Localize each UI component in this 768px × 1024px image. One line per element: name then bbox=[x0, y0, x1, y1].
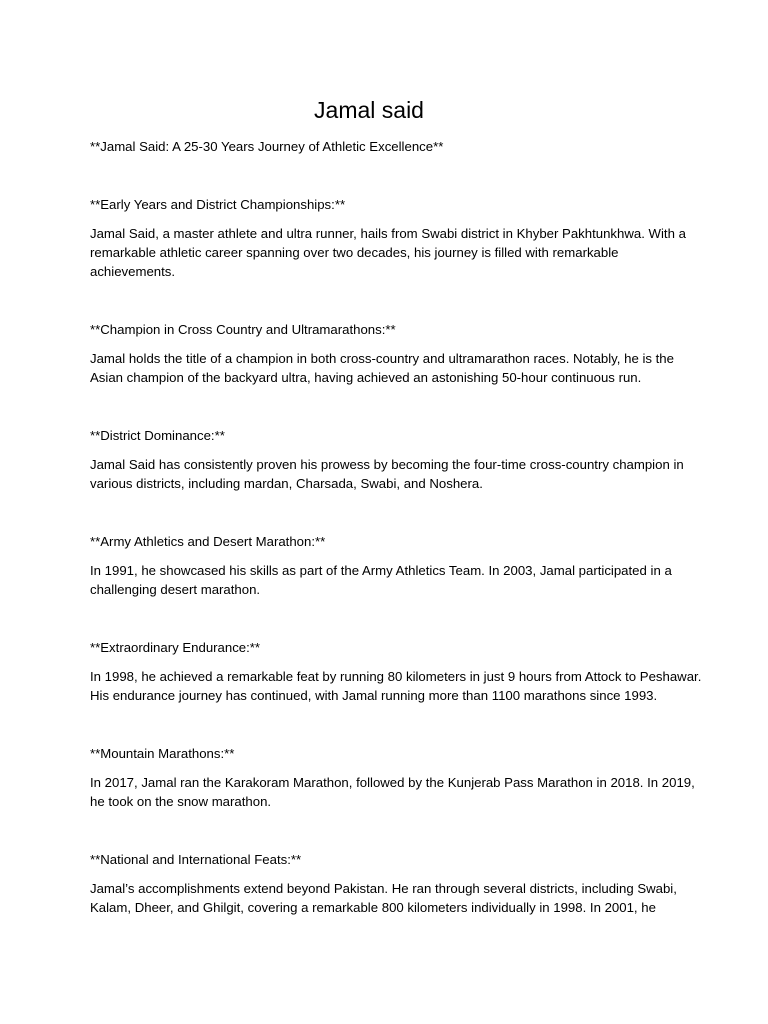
page-title: Jamal said bbox=[314, 97, 424, 123]
section-heading-army-athletics: **Army Athletics and Desert Marathon:** bbox=[90, 534, 326, 549]
section-heading-endurance: **Extraordinary Endurance:** bbox=[90, 640, 261, 655]
paragraph-line: challenging desert marathon. bbox=[90, 582, 261, 597]
paragraph-line: various districts, including mardan, Charsada, Swabi, and Noshera. bbox=[90, 476, 483, 491]
paragraph-line: Jamal Said, a master athlete and ultra runner, hails from Swabi district in Khyber Pakhtunkhwa. With a bbox=[90, 226, 686, 241]
section-heading-champion: **Champion in Cross Country and Ultramarathons:** bbox=[90, 322, 396, 337]
paragraph-line: Kalam, Dheer, and Ghilgit, covering a remarkable 800 kilometers individually in 1998. In 2001, he bbox=[90, 900, 656, 915]
paragraph-line: Jamal’s accomplishments extend beyond Pakistan. He ran through several districts, including Swabi, bbox=[90, 881, 677, 896]
paragraph-line: Jamal holds the title of a champion in both cross-country and ultramarathon races. Notably, he is the bbox=[90, 351, 674, 366]
section-heading-district-dominance: **District Dominance:** bbox=[90, 428, 225, 443]
paragraph-line: Asian champion of the backyard ultra, having achieved an astonishing 50-hour continuous run. bbox=[90, 370, 642, 385]
section-heading-early-years: **Early Years and District Championships:** bbox=[90, 197, 346, 212]
document-subtitle: **Jamal Said: A 25-30 Years Journey of Athletic Excellence** bbox=[90, 139, 444, 154]
paragraph-line: In 2017, Jamal ran the Karakoram Marathon, followed by the Kunjerab Pass Marathon in 2018. In 2019, bbox=[90, 775, 695, 790]
paragraph-line: In 1991, he showcased his skills as part of the Army Athletics Team. In 2003, Jamal participated in a bbox=[90, 563, 672, 578]
paragraph-line: Jamal Said has consistently proven his prowess by becoming the four-time cross-country champion in bbox=[90, 457, 684, 472]
section-heading-mountain-marathons: **Mountain Marathons:** bbox=[90, 746, 235, 761]
paragraph-line: remarkable athletic career spanning over two decades, his journey is filled with remarkable bbox=[90, 245, 619, 260]
paragraph-line: His endurance journey has continued, with Jamal running more than 1100 marathons since 1993. bbox=[90, 688, 658, 703]
paragraph-line: he took on the snow marathon. bbox=[90, 794, 272, 809]
paragraph-line: In 1998, he achieved a remarkable feat by running 80 kilometers in just 9 hours from Attock to Peshawar. bbox=[90, 669, 702, 684]
section-heading-national-international: **National and International Feats:** bbox=[90, 852, 302, 867]
paragraph-line: achievements. bbox=[90, 264, 176, 279]
